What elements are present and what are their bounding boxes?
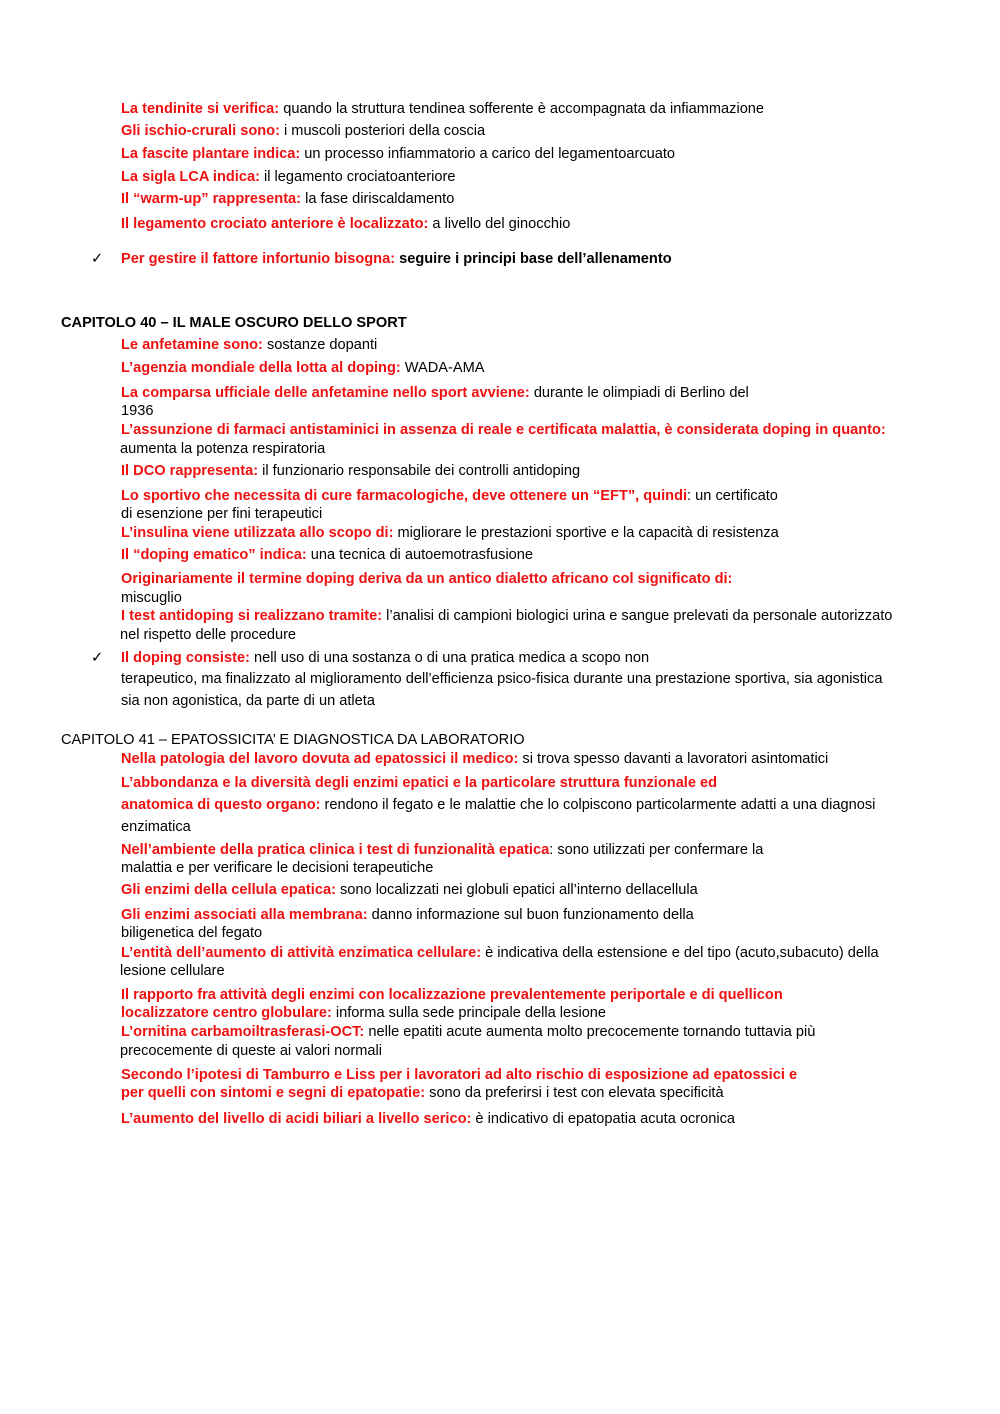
- check-icon: ✓: [91, 250, 104, 267]
- question-text: Lo sportivo che necessita di cure farmacologiche, deve ottenere un “EFT”, quindi: [121, 488, 688, 504]
- question-text: I test antidoping si realizzano tramite:: [121, 608, 383, 624]
- answer-text: si trova spesso davanti a lavoratori asintomatici: [518, 751, 829, 767]
- chapter-40-heading: CAPITOLO 40 – IL MALE OSCURO DELLO SPORT: [61, 315, 407, 331]
- question-text: Il DCO rappresenta:: [121, 463, 259, 479]
- answer-text: è indicativo di epatopatia acuta ocronica: [471, 1111, 736, 1127]
- answer-text: l’analisi di campioni biologici urina e sangue prelevati da personale autorizzato: [382, 608, 893, 624]
- qa-item: [121, 881, 698, 899]
- question-text: L’entità dell’aumento di attività enzimatica cellulare:: [121, 945, 482, 961]
- question-text: La fascite plantare indica:: [121, 146, 301, 162]
- question-text: L’insulina viene utilizzata allo scopo di:: [121, 525, 394, 541]
- question-text: La tendinite si verifica:: [121, 101, 280, 117]
- question-text: Gli ischio-crurali sono:: [121, 123, 280, 139]
- answer-text: quando la struttura tendinea sofferente è accompagnata da infiammazione: [279, 101, 765, 117]
- answer-text: rendono il fegato e le malattie che lo colpiscono particolarmente adatti a una diagnosi: [320, 797, 876, 813]
- question-text: Il “doping ematico” indica:: [121, 547, 307, 563]
- question-text: anatomica di questo organo:: [121, 797, 321, 813]
- answer-continuation: nel rispetto delle procedure: [120, 627, 297, 643]
- answer-continuation: sia non agonistica, da parte di un atleta: [121, 693, 375, 709]
- qa-item-fascite: [121, 145, 675, 163]
- answer-continuation: malattia e per verificare le decisioni terapeutiche: [121, 860, 434, 876]
- qa-item: [121, 1110, 735, 1128]
- question-text: Il “warm-up” rappresenta:: [121, 191, 302, 207]
- qa-item: [121, 607, 892, 625]
- answer-text: seguire i principi base dell’allenamento: [395, 251, 672, 267]
- question-text: La comparsa ufficiale delle anfetamine nello sport avviene:: [121, 385, 530, 401]
- answer-continuation: enzimatica: [121, 819, 191, 835]
- qa-item: [121, 384, 749, 402]
- question-text: Secondo l’ipotesi di Tamburro e Liss per i lavoratori ad alto rischio di esposizione ad epatossici e: [121, 1067, 798, 1083]
- question-text: Nell’ambiente della pratica clinica i test di funzionalità epatica: [121, 842, 550, 858]
- answer-text: durante le olimpiadi di Berlino del: [529, 385, 749, 401]
- answer-text: una tecnica di autoemotrasfusione: [306, 547, 534, 563]
- qa-item: [121, 1023, 815, 1041]
- answer-continuation: 1936: [121, 403, 154, 419]
- qa-item: [121, 906, 694, 924]
- answer-text: nelle epatiti acute aumenta molto precocemente tornando tuttavia più: [364, 1024, 816, 1040]
- qa-item: [121, 546, 533, 564]
- answer-text: è indicativa della estensione e del tipo (acuto,subacuto) della: [481, 945, 879, 961]
- answer-text: il funzionario responsabile dei controlli antidoping: [258, 463, 581, 479]
- answer-text: a livello del ginocchio: [428, 216, 571, 232]
- answer-text: un processo infiammatorio a carico del legamentoarcuato: [300, 146, 676, 162]
- qa-item-ischio-crurali: [121, 122, 485, 140]
- qa-item: [121, 570, 732, 588]
- answer-text: migliorare le prestazioni sportive e la capacità di resistenza: [393, 525, 779, 541]
- answer-continuation: di esenzione per fini terapeutici: [121, 506, 323, 522]
- answer-continuation: biligenetica del fegato: [121, 925, 263, 941]
- answer-text: il legamento crociatoanteriore: [259, 169, 456, 185]
- answer-text: la fase diriscaldamento: [301, 191, 455, 207]
- question-text: L’assunzione di farmaci antistaminici in assenza di reale e certificata malattia, è considerata doping in quanto:: [121, 422, 886, 438]
- qa-item: [121, 1004, 606, 1022]
- qa-item: [121, 841, 763, 859]
- qa-item: [121, 462, 580, 480]
- answer-text: : un certificato: [687, 488, 778, 504]
- question-text: La sigla LCA indica:: [121, 169, 260, 185]
- answer-continuation: aumenta la potenza respiratoria: [120, 441, 326, 457]
- answer-text: sostanze dopanti: [262, 337, 378, 353]
- question-text: Gli enzimi della cellula epatica:: [121, 882, 336, 898]
- answer-continuation: precocemente di queste ai valori normali: [120, 1043, 383, 1059]
- chapter-41-heading: CAPITOLO 41 – EPATOSSICITA’ E DIAGNOSTICA DA LABORATORIO: [61, 732, 525, 748]
- answer-text: informa sulla sede principale della lesione: [331, 1005, 607, 1021]
- qa-item-tendinite: [121, 100, 764, 118]
- qa-item: [121, 359, 485, 377]
- qa-item: [121, 487, 778, 505]
- qa-item: [121, 796, 875, 814]
- qa-item-lca: [121, 168, 455, 186]
- qa-item-warm-up: [121, 190, 454, 208]
- question-text: Il doping consiste:: [121, 650, 250, 666]
- qa-item: [121, 421, 886, 439]
- answer-continuation: terapeutico, ma finalizzato al miglioramento dell’efficienza psico-fisica durante una prestazione sportiva, sia agonistica: [121, 671, 883, 687]
- check-icon: ✓: [91, 649, 104, 666]
- answer-text: i muscoli posteriori della coscia: [279, 123, 486, 139]
- qa-item: [121, 524, 779, 542]
- answer-text: : sono utilizzati per confermare la: [549, 842, 764, 858]
- answer-text: danno informazione sul buon funzionamento della: [367, 907, 694, 923]
- qa-item: [121, 336, 377, 354]
- question-text: L’abbondanza e la diversità degli enzimi epatici e la particolare struttura funzionale ed: [121, 775, 718, 791]
- answer-text: sono localizzati nei globuli epatici all’interno dellacellula: [335, 882, 698, 898]
- qa-item: [121, 1084, 724, 1102]
- qa-item: [121, 944, 879, 962]
- qa-item: [121, 750, 828, 768]
- question-text: localizzatore centro globulare:: [121, 1005, 332, 1021]
- answer-text: nell uso di una sostanza o di una pratica medica a scopo non: [249, 650, 650, 666]
- qa-item-legamento: [121, 215, 570, 233]
- answer-continuation: lesione cellulare: [120, 963, 225, 979]
- question-text: Originariamente il termine doping deriva da un antico dialetto africano col significato di:: [121, 571, 733, 587]
- question-text: Il legamento crociato anteriore è localizzato:: [121, 216, 429, 232]
- qa-item-infortunio: [121, 250, 672, 268]
- answer-text: sono da preferirsi i test con elevata specificità: [425, 1085, 724, 1101]
- question-text: Gli enzimi associati alla membrana:: [121, 907, 368, 923]
- question-text: Nella patologia del lavoro dovuta ad epatossici il medico:: [121, 751, 519, 767]
- answer-text: WADA-AMA: [400, 360, 485, 376]
- qa-item-doping: [121, 649, 649, 667]
- question-text: L’aumento del livello di acidi biliari a livello serico:: [121, 1111, 472, 1127]
- question-text: per quelli con sintomi e segni di epatopatie:: [121, 1085, 426, 1101]
- question-text: L’agenzia mondiale della lotta al doping:: [121, 360, 401, 376]
- question-text: Il rapporto fra attività degli enzimi con localizzazione prevalentemente periportale e di quellicon: [121, 987, 783, 1003]
- question-text: L’ornitina carbamoiltrasferasi-OCT:: [121, 1024, 365, 1040]
- question-text: Le anfetamine sono:: [121, 337, 263, 353]
- answer-continuation: miscuglio: [121, 590, 182, 606]
- question-text: Per gestire il fattore infortunio bisogna:: [121, 251, 396, 267]
